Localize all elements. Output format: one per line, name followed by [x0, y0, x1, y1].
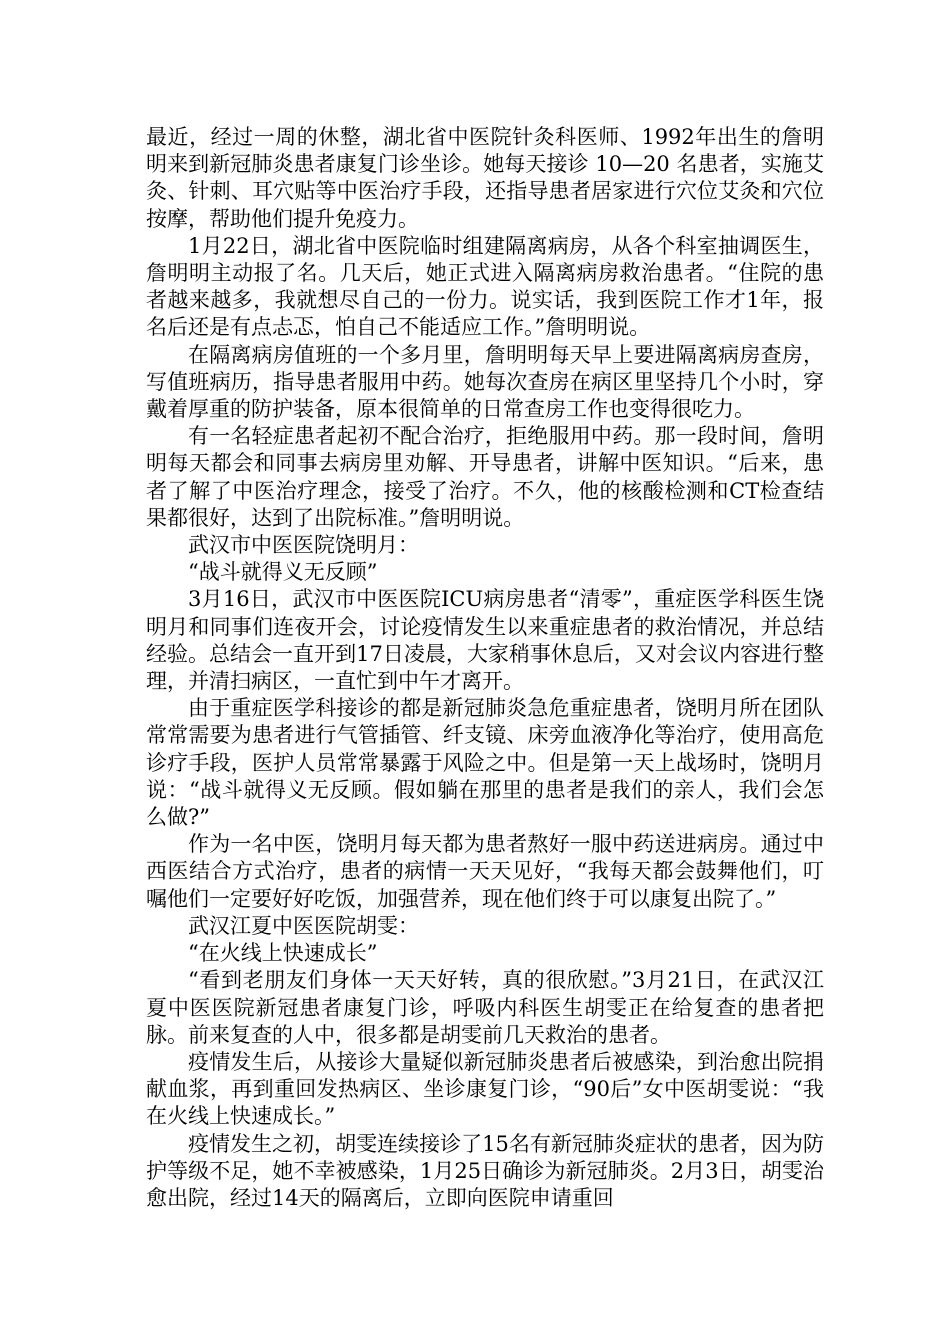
section-heading-hu: 武汉江夏中医医院胡雯：	[188, 913, 419, 938]
document-body	[146, 124, 824, 1212]
paragraph: 1月22日，湖北省中医院临时组建隔离病房，从各个科室抽调医生，詹明明主动报了名。几天后，她正式进入隔离病房救治患者。“住院的患者越来越多，我就想尽自己的一份力。说实话，我到医院工作才1年，报名后还是有点忐忑，怕自己不能适应工作。”詹明明说。	[146, 233, 824, 340]
paragraph: 在隔离病房值班的一个多月里，詹明明每天早上要进隔离病房查房，写值班病历，指导患者服用中药。她每次查房在病区里坚持几个小时，穿戴着厚重的防护装备，原本很简单的日常查房工作也变得很吃力。	[146, 342, 824, 422]
paragraph: 有一名轻症患者起初不配合治疗，拒绝服用中药。那一段时间，詹明明每天都会和同事去病房里劝解、开导患者，讲解中医知识。“后来，患者了解了中医治疗理念，接受了治疗。不久，他的核酸检测和CT检查结果都很好，达到了出院标准。”詹明明说。	[146, 424, 824, 530]
paragraph: 3月16日，武汉市中医医院ICU病房患者“清零”，重症医学科医生饶明月和同事们连夜开会，讨论疫情发生以来重症患者的救治情况，并总结经验。总结会一直开到17日凌晨，大家稍事休息后，又对会议内容进行整理，并清扫病区，一直忙到中午才离开。	[146, 587, 824, 694]
paragraph: 作为一名中医，饶明月每天都为患者熬好一服中药送进病房。通过中西医结合方式治疗，患者的病情一天天见好，“我每天都会鼓舞他们，叮嘱他们一定要好好吃饭，加强营养，现在他们终于可以康复出院了。”	[146, 832, 824, 911]
paragraph: 由于重症医学科接诊的都是新冠肺炎急危重症患者，饶明月所在团队常常需要为患者进行气管插管、纤支镜、床旁血液净化等治疗，使用高危诊疗手段，医护人员常常暴露于风险之中。但是第一天上战场时，饶明月说：“战斗就得义无反顾。假如躺在那里的患者是我们的亲人，我们会怎么做?”	[146, 696, 824, 830]
section-subheading-rao: “战斗就得义无反顾”	[188, 560, 378, 585]
paragraph-intro: 最近，经过一周的休整，湖北省中医院针灸科医师、1992年出生的詹明明来到新冠肺炎患者康复门诊坐诊。她每天接诊 10—20 名患者，实施艾灸、针刺、耳穴贴等中医治疗手段，还指导患者居家进行穴位艾灸和穴位按摩，帮助他们提升免疫力。	[146, 125, 824, 231]
section-heading-rao: 武汉市中医医院饶明月：	[188, 533, 419, 558]
paragraph: 疫情发生之初，胡雯连续接诊了15名有新冠肺炎症状的患者，因为防护等级不足，她不幸被感染，1月25日确诊为新冠肺炎。2月3日，胡雯治愈出院，经过14天的隔离后，立即向医院申请重回	[146, 1131, 824, 1210]
paragraph: 疫情发生后，从接诊大量疑似新冠肺炎患者后被感染，到治愈出院捐献血浆，再到重回发热病区、坐诊康复门诊，“90后”女中医胡雯说：“我在火线上快速成长。”	[146, 1049, 824, 1129]
section-subheading-hu: “在火线上快速成长”	[188, 941, 378, 966]
paragraph: “看到老朋友们身体一天天好转，真的很欣慰。”3月21日，在武汉江夏中医医院新冠患者康复门诊，呼吸内科医生胡雯正在给复查的患者把脉。前来复查的人中，很多都是胡雯前几天救治的患者。	[146, 968, 824, 1047]
